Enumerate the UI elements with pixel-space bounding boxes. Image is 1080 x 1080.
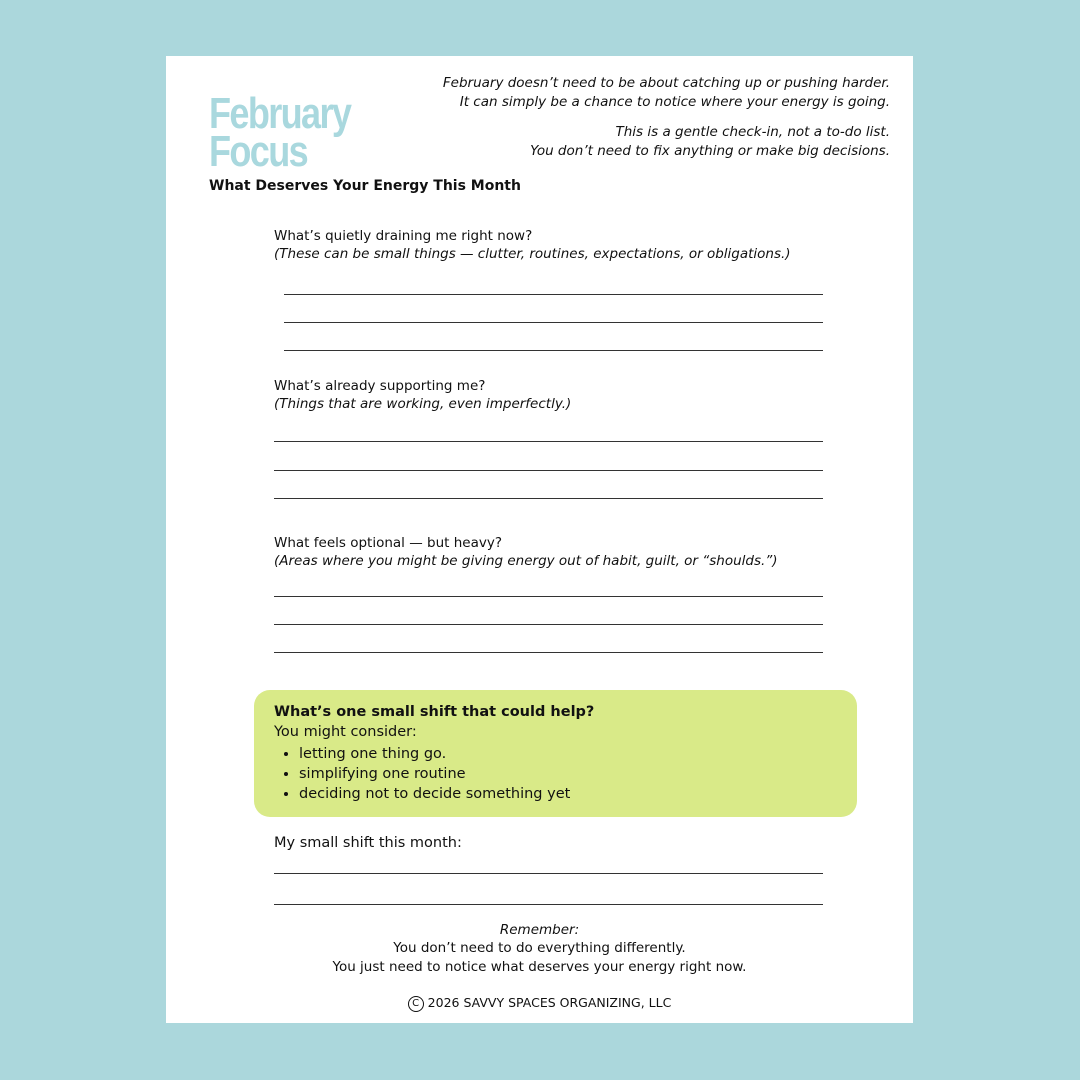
title-line-2: Focus xyxy=(209,127,308,176)
suggestion-item: • simplifying one routine xyxy=(299,764,570,784)
answer-line[interactable] xyxy=(274,470,823,471)
question-hint: (Things that are working, even imperfectly.) xyxy=(274,396,572,412)
remember-line-2: You just need to notice what deserves your energy right now. xyxy=(332,959,747,975)
answer-line[interactable] xyxy=(274,441,823,442)
answer-line[interactable] xyxy=(274,873,823,874)
remember-label: Remember: xyxy=(499,922,580,938)
answer-line[interactable] xyxy=(274,652,823,653)
answer-line[interactable] xyxy=(274,624,823,625)
answer-line[interactable] xyxy=(284,322,823,323)
callout-lead: You might consider: xyxy=(274,724,417,740)
small-shift-callout xyxy=(254,690,857,817)
answer-line[interactable] xyxy=(274,498,823,499)
worksheet-page xyxy=(166,56,913,1023)
question-1 xyxy=(274,227,791,263)
question-prompt: What feels optional — but heavy? xyxy=(274,535,502,551)
suggestion-item: • letting one thing go. xyxy=(299,744,570,764)
title-line-1: February xyxy=(209,89,351,138)
callout-heading: What’s one small shift that could help? xyxy=(274,704,595,720)
intro-line: This is a gentle check-in, not a to-do list. xyxy=(615,124,890,140)
suggestion-item: • deciding not to decide something yet xyxy=(299,784,570,804)
question-hint: (These can be small things — clutter, routines, expectations, or obligations.) xyxy=(274,246,791,262)
intro-line: February doesn’t need to be about catching up or pushing harder. xyxy=(442,75,890,91)
intro-line: You don’t need to fix anything or make big decisions. xyxy=(530,143,890,159)
question-prompt: What’s quietly draining me right now? xyxy=(274,228,533,244)
remember-line-1: You don’t need to do everything differently. xyxy=(393,940,686,956)
suggestion-list xyxy=(274,744,570,804)
intro-line: It can simply be a chance to notice where your energy is going. xyxy=(459,94,890,110)
answer-line[interactable] xyxy=(274,904,823,905)
copyright-icon: C xyxy=(408,996,424,1012)
subtitle: What Deserves Your Energy This Month xyxy=(209,178,521,194)
question-2 xyxy=(274,377,571,413)
my-shift-label: My small shift this month: xyxy=(274,835,462,851)
copyright xyxy=(166,995,913,1012)
question-3 xyxy=(274,534,778,570)
question-hint: (Areas where you might be giving energy out of habit, guilt, or “shoulds.”) xyxy=(274,553,778,569)
answer-line[interactable] xyxy=(284,350,823,351)
answer-line[interactable] xyxy=(274,596,823,597)
copyright-text: 2026 SAVVY SPACES ORGANIZING, LLC xyxy=(427,995,672,1010)
question-prompt: What’s already supporting me? xyxy=(274,378,486,394)
answer-line[interactable] xyxy=(284,294,823,295)
